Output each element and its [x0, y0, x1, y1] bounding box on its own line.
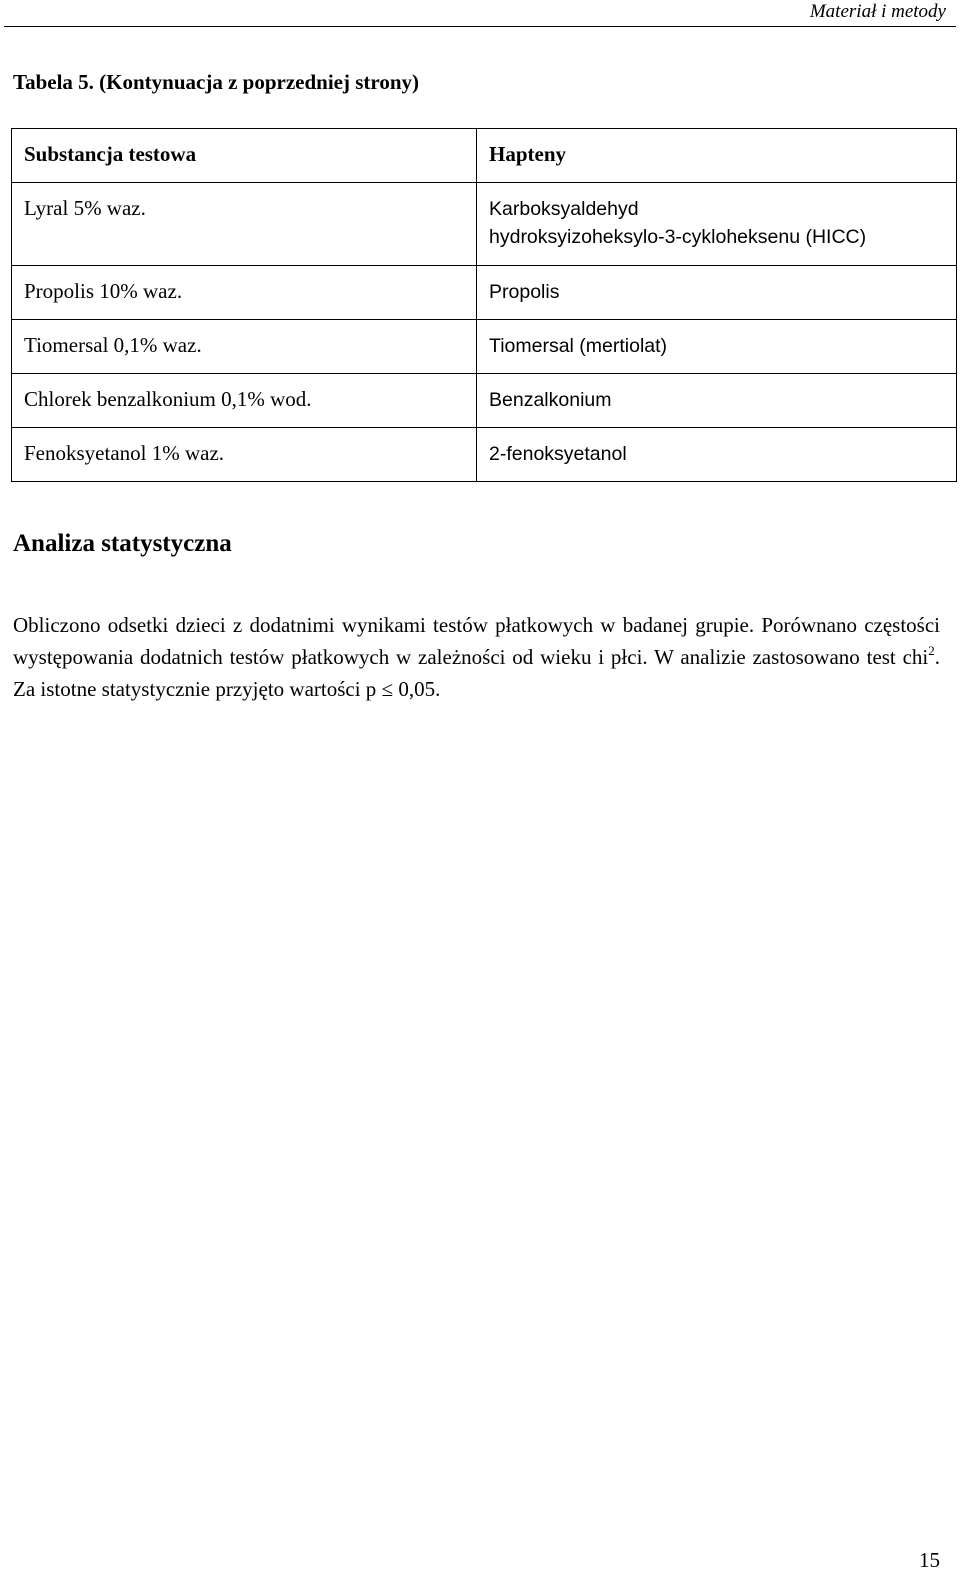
body-paragraph	[13, 609, 940, 705]
superscript: 2	[928, 643, 935, 658]
table-row	[12, 183, 957, 266]
table-row	[12, 320, 957, 374]
substance-cell: Lyral 5% waz.	[12, 183, 477, 266]
section-heading: Analiza statystyczna	[13, 530, 232, 557]
running-header	[4, 0, 956, 27]
hapten-text: Propolis	[489, 281, 560, 303]
table-row	[12, 374, 957, 428]
header-substance: Substancja testowa	[12, 129, 477, 183]
substance-cell: Chlorek benzalkonium 0,1% wod.	[12, 374, 477, 428]
hapten-cell	[477, 183, 957, 266]
table-caption: Tabela 5. (Kontynuacja z poprzedniej strony)	[13, 70, 420, 94]
table-row	[12, 266, 957, 320]
substance-cell: Tiomersal 0,1% waz.	[12, 320, 477, 374]
hapten-text-line1: Karboksyaldehyd	[489, 198, 639, 220]
table-row	[12, 428, 957, 482]
hapten-text-line2: hydroksyizoheksylo-3-cykloheksenu (HICC)	[489, 226, 867, 248]
hapten-cell	[477, 428, 957, 482]
substance-cell: Propolis 10% waz.	[12, 266, 477, 320]
paragraph-text: Obliczono odsetki dzieci z dodatnimi wynikami testów płatkowych w badanej grupie. Porównano częstości występowania dodatnich testów płatkowych w zależności od wieku i płci. W analizie zastosowano test chi	[13, 613, 940, 669]
running-header-text: Materiał i metody	[809, 1, 946, 22]
substance-cell: Fenoksyetanol 1% waz.	[12, 428, 477, 482]
hapten-text: 2-fenoksyetanol	[489, 443, 627, 465]
page-number: 15	[919, 1548, 940, 1572]
hapten-cell	[477, 374, 957, 428]
hapten-text: Tiomersal (mertiolat)	[489, 335, 668, 357]
hapten-cell	[477, 266, 957, 320]
paragraph-text-end: . Za istotne statystycznie przyjęto wartości p ≤ 0,05.	[13, 645, 940, 701]
header-haptens: Hapteny	[477, 129, 957, 183]
hapten-text: Benzalkonium	[489, 389, 612, 411]
table-header-row	[12, 129, 957, 183]
hapten-cell	[477, 320, 957, 374]
substances-table	[11, 128, 957, 482]
